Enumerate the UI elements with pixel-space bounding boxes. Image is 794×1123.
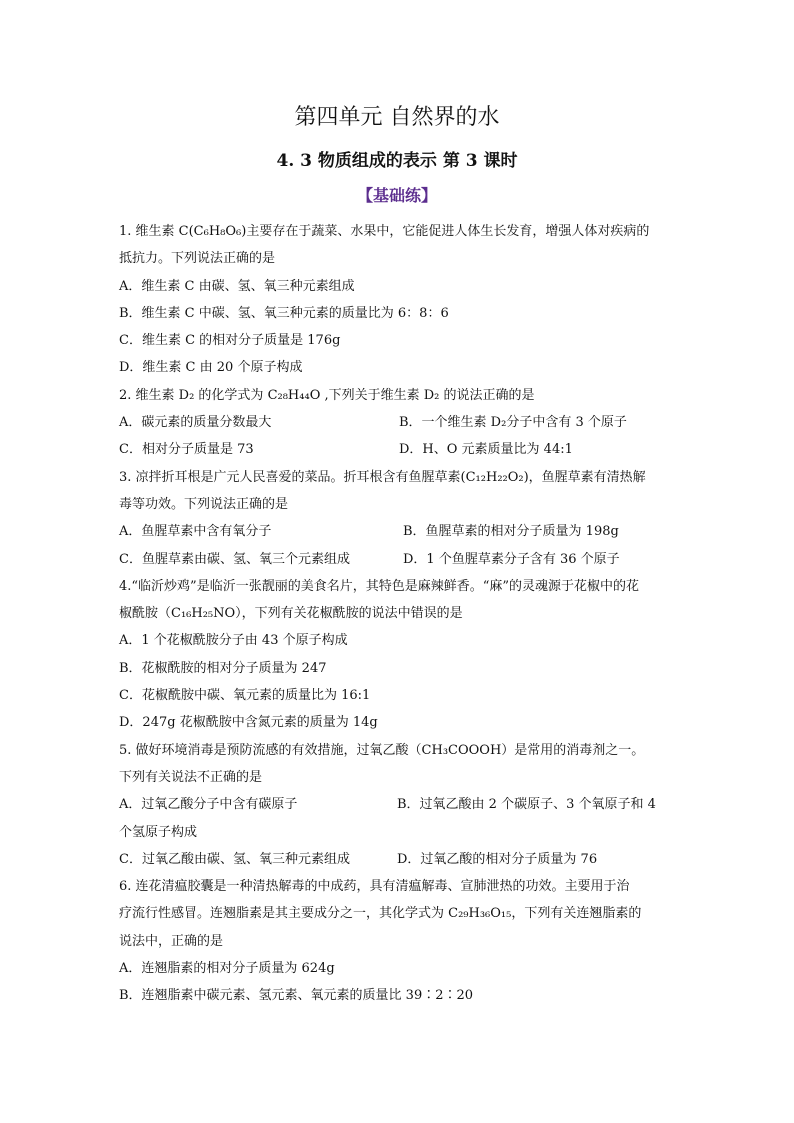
q3-options-row1 (119, 518, 689, 545)
q5-stem-line2: 下列有关说法不正确的是 (119, 769, 263, 785)
q3-stem-line1: 3. 凉拌折耳根是广元人民喜爱的菜品。折耳根含有鱼腥草素(C₁₂H₂₂O₂)，鱼腥草素有清热解 (119, 469, 646, 485)
section-heading: 【基础练】 (356, 186, 437, 205)
q1-option-a: A．维生素 C 由碳、氢、氧三种元素组成 (119, 278, 355, 294)
q4-option-a: A．1 个花椒酰胺分子由 43 个原子构成 (119, 633, 348, 649)
q2-options-row1 (119, 409, 689, 436)
q2-option-d: D．H、O 元素质量比为 44:1 (399, 442, 573, 458)
q4-stem-line1: 4.“临沂炒鸡”是临沂一张靓丽的美食名片，其特色是麻辣鲜香。“麻”的灵魂源于花椒中的花 (119, 578, 639, 594)
q6-stem-line2: 疗流行性感冒。连翘脂素是其主要成分之一，其化学式为 C₂₉H₃₆O₁₅，下列有关连翘脂素的 (119, 906, 642, 922)
q3-option-b: B．鱼腥草素的相对分子质量为 198g (403, 524, 619, 540)
q5-option-a: A．过氧乙酸分子中含有碳原子 (119, 797, 298, 813)
lesson-title: 4. 3 物质组成的表示 第 3 课时 (276, 151, 518, 171)
q2-stem: 2. 维生素 D₂ 的化学式为 C₂₈H₄₄O ,下列关于维生素 D₂ 的说法正确的是 (119, 387, 535, 403)
q6-stem-line1: 6. 连花清瘟胶囊是一种清热解毒的中成药，具有清瘟解毒、宣肺泄热的功效。主要用于治 (119, 879, 630, 895)
q5-stem-line1: 5. 做好环境消毒是预防流感的有效措施，过氧乙酸（CH₃COOOH）是常用的消毒剂之一。 (119, 742, 645, 758)
q5-options-row2 (119, 846, 689, 873)
q5-option-d: D．过氧乙酸的相对分子质量为 76 (397, 851, 598, 867)
q6-option-a: A．连翘脂素的相对分子质量为 624g (119, 961, 335, 977)
q2-option-a: A．碳元素的质量分数最大 (119, 415, 272, 431)
q3-option-a: A．鱼腥草素中含有氧分子 (119, 524, 272, 540)
q2-option-b: B．一个维生素 D₂分子中含有 3 个原子 (399, 415, 627, 431)
q1-stem-line1: 1. 维生素 C(C₆H₈O₆)主要存在于蔬菜、水果中，它能促进人体生长发育，增强人体对疾病的 (119, 224, 650, 239)
q3-options-row2 (119, 546, 689, 573)
q4-stem-line2: 椒酰胺（C₁₆H₂₅NO），下列有关花椒酰胺的说法中错误的是 (119, 606, 463, 622)
q5-option-b-line2: 个氢原子构成 (119, 824, 198, 840)
q1-option-b: B．维生素 C 中碳、氢、氧三种元素的质量比为 6：8：6 (119, 305, 449, 321)
q4-option-c: C．花椒酰胺中碳、氧元素的质量比为 16:1 (119, 688, 371, 704)
q5-option-b-line1: B．过氧乙酸由 2 个碳原子、3 个氧原子和 4 (397, 797, 656, 813)
q2-options-row2 (119, 436, 689, 463)
q3-option-d: D．1 个鱼腥草素分子含有 36 个原子 (403, 551, 620, 567)
q1-stem-line2: 抵抗力。下列说法正确的是 (119, 251, 276, 267)
q3-stem-line2: 毒等功效。下列说法正确的是 (119, 496, 289, 512)
q2-option-c: C．相对分子质量是 73 (119, 442, 254, 458)
q4-option-d: D．247g 花椒酰胺中含氮元素的质量为 14g (119, 715, 378, 731)
q5-option-c: C．过氧乙酸由碳、氢、氧三种元素组成 (119, 851, 350, 867)
q1-option-c: C．维生素 C 的相对分子质量是 176g (119, 333, 341, 349)
question-list (119, 218, 689, 1010)
q3-option-c: C．鱼腥草素由碳、氢、氧三个元素组成 (119, 551, 350, 567)
unit-title: 第四单元 自然界的水 (294, 105, 500, 130)
q4-option-b: B．花椒酰胺的相对分子质量为 247 (119, 660, 327, 676)
q1-option-d: D．维生素 C 由 20 个原子构成 (119, 360, 303, 376)
q6-option-b: B．连翘脂素中碳元素、氢元素、氧元素的质量比 39∶2∶20 (119, 988, 474, 1004)
q5-options-row1 (119, 791, 689, 818)
q6-stem-line3: 说法中，正确的是 (119, 933, 224, 949)
